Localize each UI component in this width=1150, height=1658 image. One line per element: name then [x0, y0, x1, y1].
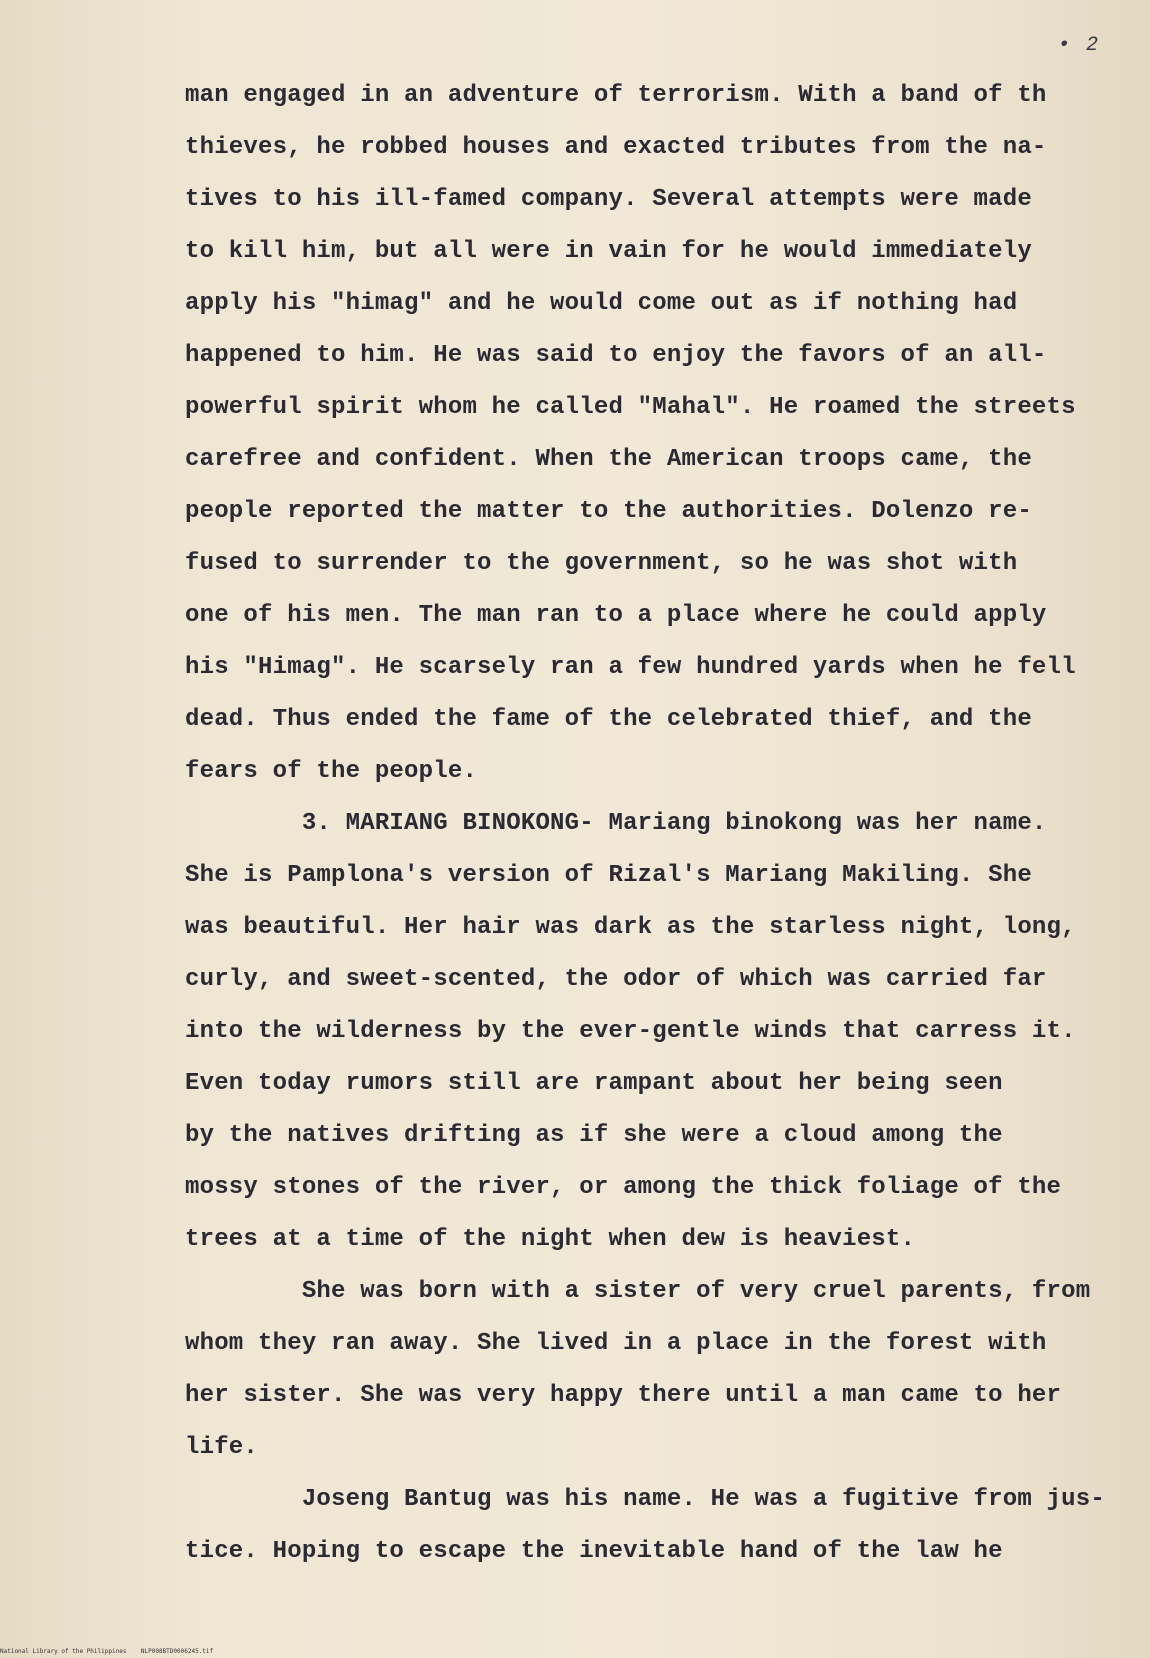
text-line: Even today rumors still are rampant about her being seen — [185, 1070, 1003, 1097]
text-line: trees at a time of the night when dew is heaviest. — [185, 1226, 916, 1253]
text-line: into the wilderness by the ever-gentle winds that carress it. — [185, 1018, 1076, 1045]
text-line: was beautiful. Her hair was dark as the starless night, long, — [185, 914, 1076, 941]
text-line: thieves, he robbed houses and exacted tributes from the na- — [185, 134, 1047, 161]
text-line: whom they ran away. She lived in a place in the forest with — [185, 1330, 1047, 1357]
text-line: apply his "himag" and he would come out as if nothing had — [185, 290, 1018, 317]
text-line: to kill him, but all were in vain for he would immediately — [185, 238, 1032, 265]
text-line: one of his men. The man ran to a place where he could apply — [185, 602, 1047, 629]
text-line: fears of the people. — [185, 758, 478, 785]
text-line: happened to him. He was said to enjoy the favors of an all- — [185, 342, 1047, 369]
text-line: her sister. She was very happy there until a man came to her — [185, 1382, 1062, 1409]
text-line: people reported the matter to the authorities. Dolenzo re- — [185, 498, 1032, 525]
text-line: tives to his ill-famed company. Several attempts were made — [185, 186, 1032, 213]
text-line: life. — [185, 1434, 259, 1461]
paragraph-start-line: Joseng Bantug was his name. He was a fugitive from jus- — [185, 1486, 1105, 1513]
paragraph-start-line: She was born with a sister of very cruel parents, from — [185, 1278, 1091, 1305]
text-line: tice. Hoping to escape the inevitable hand of the law he — [185, 1538, 1003, 1565]
text-line: curly, and sweet-scented, the odor of which was carried far — [185, 966, 1047, 993]
page-number: • 2 — [1058, 34, 1101, 57]
section-heading-line: 3. MARIANG BINOKONG- Mariang binokong was her name. — [185, 810, 1047, 837]
typewritten-body — [185, 70, 1135, 1578]
text-line: powerful spirit whom he called "Mahal". He roamed the streets — [185, 394, 1076, 421]
text-line: dead. Thus ended the fame of the celebrated thief, and the — [185, 706, 1032, 733]
text-line: fused to surrender to the government, so he was shot with — [185, 550, 1018, 577]
text-line: his "Himag". He scarsely ran a few hundred yards when he fell — [185, 654, 1076, 681]
text-line: by the natives drifting as if she were a cloud among the — [185, 1122, 1003, 1149]
archive-footer: National Library of the Philippines NLP008BTD0006245.tif — [0, 1648, 214, 1655]
text-line: mossy stones of the river, or among the thick foliage of the — [185, 1174, 1062, 1201]
text-line: carefree and confident. When the American troops came, the — [185, 446, 1032, 473]
text-line: She is Pamplona's version of Rizal's Mariang Makiling. She — [185, 862, 1032, 889]
text-line: man engaged in an adventure of terrorism. With a band of th — [185, 82, 1047, 109]
